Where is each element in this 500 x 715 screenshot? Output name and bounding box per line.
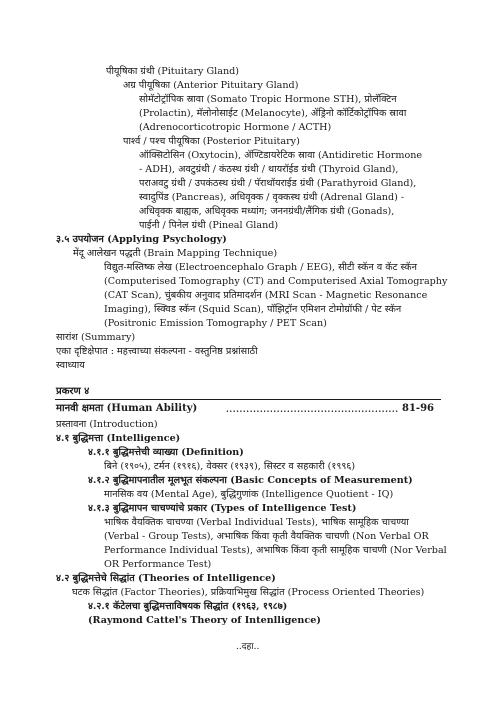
toc-line: (Computerised Tomography (CT) and Computerised Axial Tomography xyxy=(104,276,448,287)
toc-line: (Verbal - Group Tests), अभाषिक किंवा कृती वैयक्तिक चाचणी (Non Verbal OR xyxy=(104,531,429,542)
subsection-heading: ४.१.३ बुद्धिमापन चाचण्यांचे प्रकार (Types of Intelligence Test) xyxy=(88,503,357,514)
toc-line: पाईनी / पिनेल ग्रंथी (Pineal Gland) xyxy=(139,220,279,231)
subsection-heading: ४.१.१ बुद्धिमत्तेची व्याख्या (Definition) xyxy=(88,447,244,458)
page-number: ..दहा.. xyxy=(236,642,260,652)
chapter-pages: 81-96 xyxy=(402,403,434,414)
toc-line: (Prolactin), मॅलोनोसाईट (Melanocyte), ॲड्रिनो कॉर्टिकोट्रॉपिक स्रावा xyxy=(139,108,407,119)
toc-line: पीयूषिका ग्रंथी (Pituitary Gland) xyxy=(106,66,240,77)
toc-line: पार्श्व / पश्च पीयूषिका (Posterior Pituitary) xyxy=(123,136,300,147)
toc-line: Performance Individual Tests), अभाषिक किंवा कृती सामूहिक चाचणी (Nor Verbal xyxy=(104,545,447,556)
toc-line: घटक सिद्धांत (Factor Theories), प्रक्रियाभिमुख सिद्धांत (Process Oriented Theories) xyxy=(72,587,425,598)
section-heading: ४.१ बुद्धिमत्ता (Intelligence) xyxy=(56,433,181,444)
toc-line: सारांश (Summary) xyxy=(56,332,136,343)
toc-line: भाषिक वैयक्तिक चाचण्या (Verbal Individual Tests), भाषिक सामूहिक चाचण्या xyxy=(104,517,409,528)
toc-line: बिने (१९०५), टर्मन (१९१६), वेक्सर (१९३९), सिस्टर व सहकारी (१९९६) xyxy=(104,461,356,472)
chapter-title: मानवी क्षमता (Human Ability) xyxy=(56,403,198,414)
toc-line: स्वाध्याय xyxy=(56,360,85,371)
toc-line: Imaging), स्क्विड स्कॅन (Squid Scan), पॉझिट्रॉन एमिशन टोमोग्रॉफी / पेट स्कॅन xyxy=(104,304,402,315)
toc-line: (Adrenocorticotropic Hormone / ACTH) xyxy=(139,122,332,133)
toc-line: एका दृष्टिक्षेपात : महत्त्वाच्या संकल्पना - वस्तुनिष्ठ प्रश्नांसाठी xyxy=(56,346,258,357)
toc-line: अग्र पीयूषिका (Anterior Pituitary Gland) xyxy=(123,80,299,91)
toc-line: ऑक्सिटोसिन (Oxytocin), ॲण्टिडायरेटिक स्रावा (Antidiretic Hormone xyxy=(139,150,423,161)
toc-line: - ADH), अवटुग्रंथी / कंठस्थ ग्रंथी / थायरॉईड ग्रंथी (Thyroid Gland), xyxy=(139,164,399,175)
toc-line: अधिवृक्क बाह्यक, अधिवृक्क मध्यांग; जननग्रंथी/लैंगिक ग्रंथी (Gonads), xyxy=(139,206,395,217)
subsection-heading: (Raymond Cattel's Theory of Intenlligence) xyxy=(88,615,321,626)
subsection-heading: ४.२.१ कॅटेलचा बुद्धिमत्ताविषयक सिद्धांत (१९६३, १९८७) xyxy=(88,601,288,612)
section-heading: ४.२ बुद्धिमत्तेचे सिद्धांत (Theories of Intelligence) xyxy=(56,573,276,584)
toc-line: पराअवटु ग्रंथी / उपकंठस्थ ग्रंथी / पॅराथॉयराईड ग्रंथी (Parathyroid Gland), xyxy=(139,178,417,189)
toc-line: सोमॅटोट्रॉपिक स्रावा (Somato Tropic Hormone STH), प्रोलॅक्टिन xyxy=(139,94,397,105)
toc-line: (Positronic Emission Tomography / PET Scan) xyxy=(104,318,327,329)
toc-line: प्रस्तावना (Introduction) xyxy=(56,419,158,430)
toc-line: मानसिक वय (Mental Age), बुद्धिगुणांक (Intelligence Quotient - IQ) xyxy=(104,489,394,500)
chapter-divider xyxy=(55,399,441,400)
toc-line: विद्युत-मस्तिष्क लेख (Electroencephalo Graph / EEG), सीटी स्कॅन व कॅट स्कॅन xyxy=(104,262,417,273)
subsection-heading: ४.१.२ बुद्धिमापनातील मूलभूत संकल्पना (Basic Concepts of Measurement) xyxy=(88,475,413,486)
section-heading: ३.५ उपयोजन (Applying Psychology) xyxy=(56,234,227,245)
toc-line: (CAT Scan), चुंबकीय अनुवाद प्रतिमादर्शन (MRI Scan - Magnetic Resonance xyxy=(104,290,428,301)
leader-dots: ................................................... xyxy=(226,404,399,414)
toc-line: मेंदू आलेखन पद्धती (Brain Mapping Technique) xyxy=(73,248,278,259)
chapter-label: प्रकरण ४ xyxy=(56,386,90,397)
toc-line: OR Performance Test) xyxy=(104,559,212,570)
toc-line: स्वादुपिंड (Pancreas), अधिवृक्क / वृक्कस्थ ग्रंथी (Adrenal Gland) - xyxy=(139,192,405,203)
